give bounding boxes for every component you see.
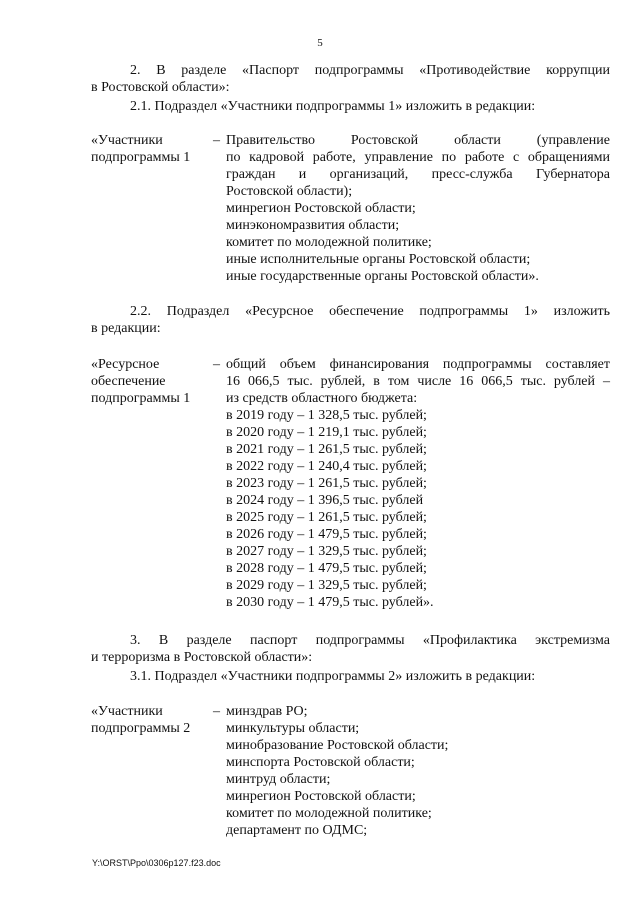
section2-heading: 2. В разделе «Паспорт подпрограммы «Противодействие коррупции bbox=[130, 63, 610, 78]
participants1-item: иные государственные органы Ростовской области». bbox=[226, 269, 539, 284]
resources-label-cont: обеспечение bbox=[91, 374, 166, 389]
participants1-item: минэкономразвития области; bbox=[226, 218, 400, 233]
participants2-item: департамент по ОДМС; bbox=[226, 823, 368, 838]
section3-heading-cont: и терроризма в Ростовской области»: bbox=[91, 650, 313, 665]
resources-year-line: в 2027 году – 1 329,5 тыс. рублей; bbox=[226, 544, 427, 559]
participants2-item: минкультуры области; bbox=[226, 721, 360, 736]
participants1-item: граждан и организаций, пресс-служба Губернатора bbox=[226, 167, 610, 182]
participants2-item: минспорта Ростовской области; bbox=[226, 755, 415, 770]
page-number: 5 bbox=[317, 37, 323, 49]
resources-year-line: в 2023 году – 1 261,5 тыс. рублей; bbox=[226, 476, 427, 491]
participants1-item: комитет по молодежной политике; bbox=[226, 235, 432, 250]
participants1-dash: – bbox=[213, 133, 220, 148]
participants1-item: иные исполнительные органы Ростовской области; bbox=[226, 252, 531, 267]
participants1-label: «Участники bbox=[91, 133, 163, 148]
participants2-item: минздрав РО; bbox=[226, 704, 308, 719]
participants1-item: Правительство Ростовской области (управление bbox=[226, 133, 610, 148]
participants2-item: минрегион Ростовской области; bbox=[226, 789, 416, 804]
participants1-label-cont: подпрограммы 1 bbox=[91, 150, 191, 165]
resources-line: 16 066,5 тыс. рублей, в том числе 16 066,5 тыс. рублей – bbox=[226, 374, 610, 389]
participants2-item: минтруд области; bbox=[226, 772, 331, 787]
participants2-item: комитет по молодежной политике; bbox=[226, 806, 432, 821]
participants1-item: минрегион Ростовской области; bbox=[226, 201, 416, 216]
resources-year-line: в 2021 году – 1 261,5 тыс. рублей; bbox=[226, 442, 427, 457]
resources-year-line: в 2029 году – 1 329,5 тыс. рублей; bbox=[226, 578, 427, 593]
resources-year-line: в 2019 году – 1 328,5 тыс. рублей; bbox=[226, 408, 427, 423]
participants2-item: минобразование Ростовской области; bbox=[226, 738, 449, 753]
section3-heading: 3. В разделе паспорт подпрограммы «Профилактика экстремизма bbox=[130, 633, 610, 648]
resources-line: общий объем финансирования подпрограммы составляет bbox=[226, 357, 610, 372]
section2-sub2-cont: в редакции: bbox=[91, 321, 161, 336]
participants1-item: Ростовской области); bbox=[226, 184, 353, 199]
participants1-item: по кадровой работе, управление по работе с обращениями bbox=[226, 150, 610, 165]
resources-year-line: в 2028 году – 1 479,5 тыс. рублей; bbox=[226, 561, 427, 576]
resources-year-line: в 2020 году – 1 219,1 тыс. рублей; bbox=[226, 425, 427, 440]
resources-year-line: в 2026 году – 1 479,5 тыс. рублей; bbox=[226, 527, 427, 542]
section3-sub1: 3.1. Подраздел «Участники подпрограммы 2» изложить в редакции: bbox=[130, 669, 536, 684]
footer-file-path: Y:\ORST\Ppo\0306p127.f23.doc bbox=[92, 858, 221, 868]
section2-sub2: 2.2. Подраздел «Ресурсное обеспечение подпрограммы 1» изложить bbox=[130, 304, 610, 319]
resources-dash: – bbox=[213, 357, 220, 372]
resources-label-cont: подпрограммы 1 bbox=[91, 391, 191, 406]
section2-sub1: 2.1. Подраздел «Участники подпрограммы 1» изложить в редакции: bbox=[130, 99, 536, 114]
participants2-dash: – bbox=[213, 704, 220, 719]
resources-year-line: в 2030 году – 1 479,5 тыс. рублей». bbox=[226, 595, 434, 610]
resources-line: из средств областного бюджета: bbox=[226, 391, 418, 406]
resources-year-line: в 2025 году – 1 261,5 тыс. рублей; bbox=[226, 510, 427, 525]
participants2-label: «Участники bbox=[91, 704, 163, 719]
resources-year-line: в 2022 году – 1 240,4 тыс. рублей; bbox=[226, 459, 427, 474]
resources-label: «Ресурсное bbox=[91, 357, 160, 372]
section2-heading-cont: в Ростовской области»: bbox=[91, 80, 230, 95]
resources-year-line: в 2024 году – 1 396,5 тыс. рублей bbox=[226, 493, 424, 508]
participants2-label-cont: подпрограммы 2 bbox=[91, 721, 191, 736]
